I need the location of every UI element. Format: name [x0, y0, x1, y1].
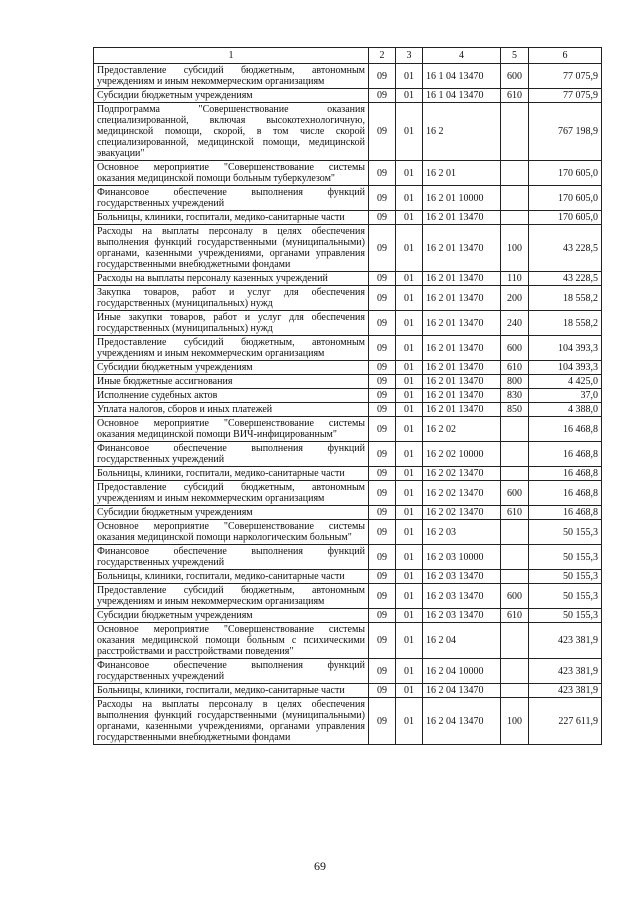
expense-type-code-cell: 100 — [501, 225, 529, 272]
table-row — [94, 361, 602, 375]
expense-name-cell: Исполнение судебных актов — [94, 389, 369, 403]
section-code-cell: 09 — [369, 286, 396, 311]
expense-name-cell: Финансовое обеспечение выполнения функций государственных учреждений — [94, 659, 369, 684]
target-article-code-cell: 16 2 01 10000 — [423, 186, 501, 211]
table-row — [94, 481, 602, 506]
expense-name-cell: Больницы, клиники, госпитали, медико-санитарные части — [94, 467, 369, 481]
amount-cell: 37,0 — [529, 389, 602, 403]
table-row — [94, 609, 602, 623]
table-row — [94, 545, 602, 570]
section-code-cell: 09 — [369, 336, 396, 361]
subsection-code-cell: 01 — [396, 186, 423, 211]
amount-cell: 423 381,9 — [529, 684, 602, 698]
expense-name-cell: Основное мероприятие "Совершенствование системы оказания медицинской помощи ВИЧ-инфицированным" — [94, 417, 369, 442]
amount-cell: 423 381,9 — [529, 623, 602, 659]
target-article-code-cell: 16 2 01 13470 — [423, 336, 501, 361]
section-code-cell: 09 — [369, 103, 396, 161]
section-code-cell: 09 — [369, 64, 396, 89]
expense-name-cell: Субсидии бюджетным учреждениям — [94, 361, 369, 375]
section-code-cell: 09 — [369, 623, 396, 659]
section-code-cell: 09 — [369, 311, 396, 336]
expense-name-cell: Иные закупки товаров, работ и услуг для обеспечения государственных (муниципальных) нужд — [94, 311, 369, 336]
target-article-code-cell: 16 2 03 — [423, 520, 501, 545]
target-article-code-cell: 16 2 03 13470 — [423, 570, 501, 584]
expense-type-code-cell: 240 — [501, 311, 529, 336]
subsection-code-cell: 01 — [396, 225, 423, 272]
table-row — [94, 375, 602, 389]
header-cell: 5 — [501, 48, 529, 64]
subsection-code-cell: 01 — [396, 272, 423, 286]
expense-name-cell: Основное мероприятие "Совершенствование системы оказания медицинской помощи больным туберкулезом" — [94, 161, 369, 186]
header-cell: 4 — [423, 48, 501, 64]
section-code-cell: 09 — [369, 684, 396, 698]
subsection-code-cell: 01 — [396, 609, 423, 623]
subsection-code-cell: 01 — [396, 286, 423, 311]
target-article-code-cell: 16 2 04 10000 — [423, 659, 501, 684]
expense-name-cell: Предоставление субсидий бюджетным, автономным учреждениям и иным некоммерческим организациям — [94, 64, 369, 89]
target-article-code-cell: 16 2 03 13470 — [423, 584, 501, 609]
target-article-code-cell: 16 2 01 13470 — [423, 361, 501, 375]
expense-type-code-cell — [501, 545, 529, 570]
amount-cell: 77 075,9 — [529, 64, 602, 89]
target-article-code-cell: 16 2 02 10000 — [423, 442, 501, 467]
expense-type-code-cell: 600 — [501, 336, 529, 361]
table-row — [94, 698, 602, 745]
expense-name-cell: Субсидии бюджетным учреждениям — [94, 506, 369, 520]
table-row — [94, 211, 602, 225]
subsection-code-cell: 01 — [396, 403, 423, 417]
table-row — [94, 64, 602, 89]
amount-cell: 50 155,3 — [529, 584, 602, 609]
target-article-code-cell: 16 2 03 13470 — [423, 609, 501, 623]
expense-type-code-cell: 610 — [501, 361, 529, 375]
amount-cell: 170 605,0 — [529, 161, 602, 186]
expense-type-code-cell — [501, 570, 529, 584]
target-article-code-cell: 16 2 01 13470 — [423, 272, 501, 286]
section-code-cell: 09 — [369, 659, 396, 684]
target-article-code-cell: 16 2 01 13470 — [423, 225, 501, 272]
expense-type-code-cell: 600 — [501, 584, 529, 609]
amount-cell: 16 468,8 — [529, 506, 602, 520]
amount-cell: 170 605,0 — [529, 186, 602, 211]
table-row — [94, 161, 602, 186]
table-row — [94, 570, 602, 584]
subsection-code-cell: 01 — [396, 103, 423, 161]
table-row — [94, 272, 602, 286]
expense-type-code-cell — [501, 103, 529, 161]
subsection-code-cell: 01 — [396, 623, 423, 659]
section-code-cell: 09 — [369, 698, 396, 745]
subsection-code-cell: 01 — [396, 467, 423, 481]
amount-cell: 50 155,3 — [529, 609, 602, 623]
section-code-cell: 09 — [369, 520, 396, 545]
header-cell: 1 — [94, 48, 369, 64]
table-row — [94, 659, 602, 684]
expense-name-cell: Предоставление субсидий бюджетным, автономным учреждениям и иным некоммерческим организациям — [94, 584, 369, 609]
amount-cell: 227 611,9 — [529, 698, 602, 745]
expense-name-cell: Предоставление субсидий бюджетным, автономным учреждениям и иным некоммерческим организациям — [94, 481, 369, 506]
subsection-code-cell: 01 — [396, 361, 423, 375]
target-article-code-cell: 16 2 01 13470 — [423, 286, 501, 311]
amount-cell: 4 425,0 — [529, 375, 602, 389]
section-code-cell: 09 — [369, 442, 396, 467]
table-row — [94, 89, 602, 103]
expense-type-code-cell — [501, 659, 529, 684]
subsection-code-cell: 01 — [396, 336, 423, 361]
expense-type-code-cell — [501, 211, 529, 225]
amount-cell: 50 155,3 — [529, 520, 602, 545]
expense-type-code-cell — [501, 623, 529, 659]
expense-type-code-cell: 200 — [501, 286, 529, 311]
amount-cell: 4 388,0 — [529, 403, 602, 417]
expense-name-cell: Предоставление субсидий бюджетным, автономным учреждениям и иным некоммерческим организациям — [94, 336, 369, 361]
section-code-cell: 09 — [369, 403, 396, 417]
amount-cell: 16 468,8 — [529, 467, 602, 481]
section-code-cell: 09 — [369, 481, 396, 506]
expense-name-cell: Финансовое обеспечение выполнения функций государственных учреждений — [94, 545, 369, 570]
target-article-code-cell: 16 2 02 — [423, 417, 501, 442]
amount-cell: 43 228,5 — [529, 225, 602, 272]
expense-name-cell: Больницы, клиники, госпитали, медико-санитарные части — [94, 570, 369, 584]
subsection-code-cell: 01 — [396, 481, 423, 506]
header-cell: 2 — [369, 48, 396, 64]
amount-cell: 18 558,2 — [529, 311, 602, 336]
amount-cell: 43 228,5 — [529, 272, 602, 286]
header-cell: 6 — [529, 48, 602, 64]
expense-type-code-cell — [501, 417, 529, 442]
expense-name-cell: Расходы на выплаты персоналу казенных учреждений — [94, 272, 369, 286]
amount-cell: 16 468,8 — [529, 442, 602, 467]
section-code-cell: 09 — [369, 186, 396, 211]
section-code-cell: 09 — [369, 609, 396, 623]
expense-type-code-cell: 600 — [501, 481, 529, 506]
table-row — [94, 684, 602, 698]
expense-name-cell: Закупка товаров, работ и услуг для обеспечения государственных (муниципальных) нужд — [94, 286, 369, 311]
expense-type-code-cell — [501, 520, 529, 545]
expense-type-code-cell — [501, 161, 529, 186]
target-article-code-cell: 16 2 04 — [423, 623, 501, 659]
table-row — [94, 403, 602, 417]
expense-name-cell: Основное мероприятие "Совершенствование системы оказания медицинской помощи больным с психическими расстройствами и расстройствами поведения" — [94, 623, 369, 659]
section-code-cell: 09 — [369, 570, 396, 584]
section-code-cell: 09 — [369, 225, 396, 272]
subsection-code-cell: 01 — [396, 389, 423, 403]
subsection-code-cell: 01 — [396, 520, 423, 545]
section-code-cell: 09 — [369, 584, 396, 609]
section-code-cell: 09 — [369, 161, 396, 186]
expense-name-cell: Уплата налогов, сборов и иных платежей — [94, 403, 369, 417]
page-number: 69 — [314, 859, 326, 873]
target-article-code-cell: 16 2 02 13470 — [423, 506, 501, 520]
subsection-code-cell: 01 — [396, 584, 423, 609]
section-code-cell: 09 — [369, 272, 396, 286]
subsection-code-cell: 01 — [396, 64, 423, 89]
target-article-code-cell: 16 2 02 13470 — [423, 467, 501, 481]
expense-type-code-cell: 850 — [501, 403, 529, 417]
target-article-code-cell: 16 2 01 13470 — [423, 403, 501, 417]
target-article-code-cell: 16 2 03 10000 — [423, 545, 501, 570]
expense-type-code-cell — [501, 684, 529, 698]
subsection-code-cell: 01 — [396, 698, 423, 745]
section-code-cell: 09 — [369, 389, 396, 403]
expense-name-cell: Расходы на выплаты персоналу в целях обеспечения выполнения функций государственными (муниципальными) органами, казенными учреждениями, органами управления государственными внебюджетными фондами — [94, 225, 369, 272]
expense-type-code-cell: 610 — [501, 89, 529, 103]
amount-cell: 767 198,9 — [529, 103, 602, 161]
expense-name-cell: Подпрограмма "Совершенствование оказания специализированной, включая высокотехнологичную, медицинской помощи, скорой, в том числе скорой специализированной, медицинской помощи, медицинской эвакуации" — [94, 103, 369, 161]
expense-type-code-cell: 610 — [501, 506, 529, 520]
table-row — [94, 417, 602, 442]
subsection-code-cell: 01 — [396, 161, 423, 186]
section-code-cell: 09 — [369, 545, 396, 570]
table-row — [94, 467, 602, 481]
table-row — [94, 336, 602, 361]
table-row — [94, 623, 602, 659]
header-cell: 3 — [396, 48, 423, 64]
expense-type-code-cell — [501, 442, 529, 467]
expense-type-code-cell: 610 — [501, 609, 529, 623]
subsection-code-cell: 01 — [396, 89, 423, 103]
target-article-code-cell: 16 1 04 13470 — [423, 89, 501, 103]
amount-cell: 16 468,8 — [529, 417, 602, 442]
table-row — [94, 186, 602, 211]
subsection-code-cell: 01 — [396, 442, 423, 467]
section-code-cell: 09 — [369, 361, 396, 375]
budget-table — [93, 47, 602, 745]
target-article-code-cell: 16 2 04 13470 — [423, 698, 501, 745]
subsection-code-cell: 01 — [396, 659, 423, 684]
target-article-code-cell: 16 2 — [423, 103, 501, 161]
amount-cell: 77 075,9 — [529, 89, 602, 103]
target-article-code-cell: 16 2 01 — [423, 161, 501, 186]
expense-name-cell: Финансовое обеспечение выполнения функций государственных учреждений — [94, 442, 369, 467]
section-code-cell: 09 — [369, 417, 396, 442]
target-article-code-cell: 16 2 01 13470 — [423, 211, 501, 225]
expense-name-cell: Иные бюджетные ассигнования — [94, 375, 369, 389]
subsection-code-cell: 01 — [396, 311, 423, 336]
target-article-code-cell: 16 1 04 13470 — [423, 64, 501, 89]
section-code-cell: 09 — [369, 211, 396, 225]
expense-type-code-cell — [501, 186, 529, 211]
amount-cell: 170 605,0 — [529, 211, 602, 225]
amount-cell: 104 393,3 — [529, 336, 602, 361]
section-code-cell: 09 — [369, 375, 396, 389]
amount-cell: 16 468,8 — [529, 481, 602, 506]
amount-cell: 50 155,3 — [529, 545, 602, 570]
table-row — [94, 442, 602, 467]
amount-cell: 50 155,3 — [529, 570, 602, 584]
subsection-code-cell: 01 — [396, 684, 423, 698]
expense-name-cell: Основное мероприятие "Совершенствование системы оказания медицинской помощи наркологическим больным" — [94, 520, 369, 545]
target-article-code-cell: 16 2 04 13470 — [423, 684, 501, 698]
expense-type-code-cell: 600 — [501, 64, 529, 89]
expense-name-cell: Больницы, клиники, госпитали, медико-санитарные части — [94, 211, 369, 225]
expense-type-code-cell — [501, 467, 529, 481]
amount-cell: 18 558,2 — [529, 286, 602, 311]
subsection-code-cell: 01 — [396, 211, 423, 225]
expense-name-cell: Расходы на выплаты персоналу в целях обеспечения выполнения функций государственными (муниципальными) органами, казенными учреждениями, органами управления государственными внебюджетными фондами — [94, 698, 369, 745]
table-row — [94, 389, 602, 403]
header-row — [94, 48, 602, 64]
table-row — [94, 225, 602, 272]
target-article-code-cell: 16 2 01 13470 — [423, 375, 501, 389]
table-row — [94, 520, 602, 545]
target-article-code-cell: 16 2 02 13470 — [423, 481, 501, 506]
expense-type-code-cell: 800 — [501, 375, 529, 389]
target-article-code-cell: 16 2 01 13470 — [423, 389, 501, 403]
expense-name-cell: Субсидии бюджетным учреждениям — [94, 89, 369, 103]
subsection-code-cell: 01 — [396, 417, 423, 442]
expense-type-code-cell: 830 — [501, 389, 529, 403]
subsection-code-cell: 01 — [396, 570, 423, 584]
section-code-cell: 09 — [369, 89, 396, 103]
amount-cell: 423 381,9 — [529, 659, 602, 684]
table-row — [94, 506, 602, 520]
target-article-code-cell: 16 2 01 13470 — [423, 311, 501, 336]
amount-cell: 104 393,3 — [529, 361, 602, 375]
expense-name-cell: Субсидии бюджетным учреждениям — [94, 609, 369, 623]
table-row — [94, 584, 602, 609]
subsection-code-cell: 01 — [396, 506, 423, 520]
table-row — [94, 311, 602, 336]
table-row — [94, 286, 602, 311]
expense-type-code-cell: 110 — [501, 272, 529, 286]
section-code-cell: 09 — [369, 506, 396, 520]
table-row — [94, 103, 602, 161]
expense-name-cell: Больницы, клиники, госпитали, медико-санитарные части — [94, 684, 369, 698]
subsection-code-cell: 01 — [396, 545, 423, 570]
subsection-code-cell: 01 — [396, 375, 423, 389]
expense-name-cell: Финансовое обеспечение выполнения функций государственных учреждений — [94, 186, 369, 211]
section-code-cell: 09 — [369, 467, 396, 481]
expense-type-code-cell: 100 — [501, 698, 529, 745]
